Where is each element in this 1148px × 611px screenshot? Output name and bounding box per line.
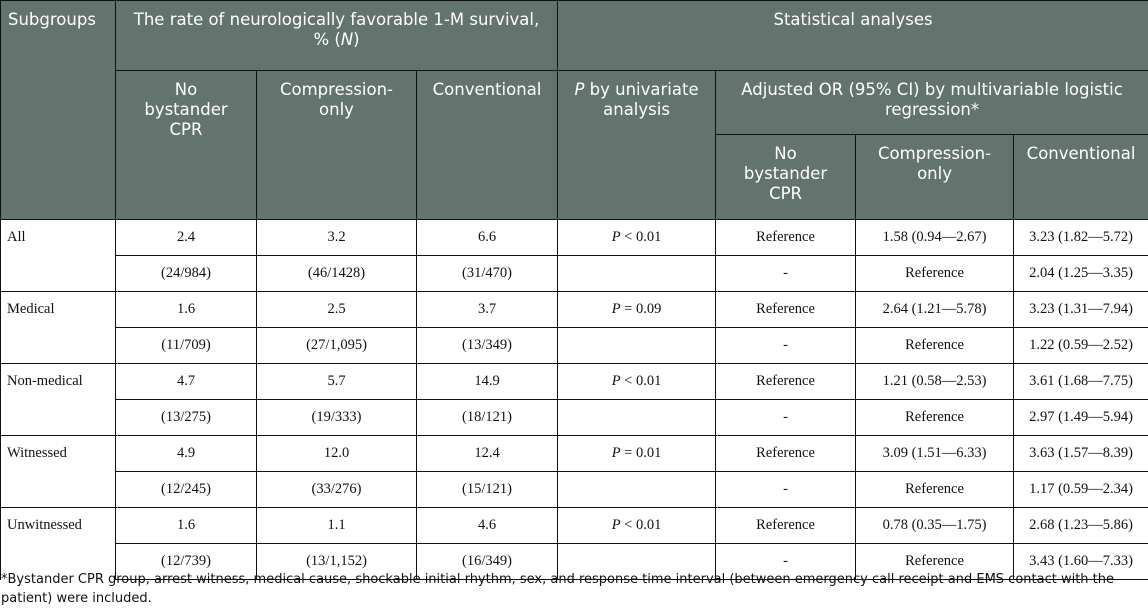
or2-no-bystander: - (716, 328, 856, 364)
or2-conventional: 1.17 (0.59—2.34) (1014, 472, 1148, 508)
or-no-bystander: Reference (716, 292, 856, 328)
p-empty (558, 328, 716, 364)
table-body (1, 220, 1148, 580)
or2-no-bystander: - (716, 472, 856, 508)
n-compression: (46/1428) (257, 256, 417, 292)
rate-no-bystander: 1.6 (116, 292, 257, 328)
rate-conventional: 12.4 (417, 436, 558, 472)
p-rest: = 0.01 (620, 445, 662, 461)
rate-no-bystander: 1.6 (116, 508, 257, 544)
rate-no-bystander: 4.7 (116, 364, 257, 400)
subgroup-label: Non-medical (1, 364, 116, 436)
header-subgroups: Subgroups (1, 1, 116, 220)
n-no-bystander: (12/739) (116, 544, 257, 580)
p-rest: < 0.01 (620, 373, 662, 389)
table-row (1, 436, 1148, 472)
or-compression: 1.58 (0.94—2.67) (856, 220, 1014, 256)
or2-conventional: 2.04 (1.25—3.35) (1014, 256, 1148, 292)
p-italic-label: P (574, 80, 585, 99)
p-rest: < 0.01 (620, 229, 662, 245)
header-compression-only: Compression-only (257, 71, 417, 220)
p-rest-label: by univariate analysis (589, 80, 699, 119)
header-statistical-analyses: Statistical analyses (558, 1, 1148, 71)
or-conventional: 3.61 (1.68—7.75) (1014, 364, 1148, 400)
or2-conventional: 2.97 (1.49—5.94) (1014, 400, 1148, 436)
rate-conventional: 4.6 (417, 508, 558, 544)
p-value (558, 292, 716, 328)
table-row (1, 220, 1148, 256)
n-compression: (19/333) (257, 400, 417, 436)
rate-compression: 5.7 (257, 364, 417, 400)
or-no-bystander: Reference (716, 508, 856, 544)
or-no-bystander: Reference (716, 220, 856, 256)
subgroup-label: Witnessed (1, 436, 116, 508)
p-empty (558, 256, 716, 292)
n-conventional: (18/121) (417, 400, 558, 436)
or-compression: 2.64 (1.21—5.78) (856, 292, 1014, 328)
table-row (1, 508, 1148, 544)
subgroup-label: Unwitnessed (1, 508, 116, 580)
p-value (558, 508, 716, 544)
or2-compression: Reference (856, 544, 1014, 580)
p-rest: < 0.01 (620, 517, 662, 533)
rate-compression: 1.1 (257, 508, 417, 544)
or-compression: 1.21 (0.58—2.53) (856, 364, 1014, 400)
subheader-compression-only: Compression-only (856, 135, 1014, 220)
p-italic: P (611, 445, 621, 461)
p-value (558, 364, 716, 400)
rate-no-bystander: 4.9 (116, 436, 257, 472)
header-rate-title (116, 1, 558, 71)
rate-no-bystander: 2.4 (116, 220, 257, 256)
n-conventional: (13/349) (417, 328, 558, 364)
n-conventional: (31/470) (417, 256, 558, 292)
p-italic: P (611, 301, 621, 317)
rate-title-pct: % ( (313, 30, 341, 49)
table-row (1, 472, 1148, 508)
p-italic: P (611, 373, 621, 389)
n-no-bystander: (24/984) (116, 256, 257, 292)
or2-no-bystander: - (716, 544, 856, 580)
header-p-univariate (558, 71, 716, 220)
or2-conventional: 1.22 (0.59—2.52) (1014, 328, 1148, 364)
n-conventional: (15/121) (417, 472, 558, 508)
header-adjusted-or: Adjusted OR (95% CI) by multivariable logistic regression* (716, 71, 1148, 135)
n-no-bystander: (12/245) (116, 472, 257, 508)
subheader-conventional: Conventional (1014, 135, 1148, 220)
p-empty (558, 400, 716, 436)
p-value (558, 436, 716, 472)
table-row (1, 364, 1148, 400)
or2-no-bystander: - (716, 400, 856, 436)
p-empty (558, 472, 716, 508)
or-compression: 3.09 (1.51—6.33) (856, 436, 1014, 472)
or-no-bystander: Reference (716, 364, 856, 400)
header-no-bystander-cpr: No bystander CPR (116, 71, 257, 220)
table-row (1, 328, 1148, 364)
rate-compression: 12.0 (257, 436, 417, 472)
p-italic: P (611, 517, 621, 533)
or-conventional: 3.23 (1.82—5.72) (1014, 220, 1148, 256)
or2-compression: Reference (856, 256, 1014, 292)
n-conventional: (16/349) (417, 544, 558, 580)
or2-compression: Reference (856, 472, 1014, 508)
n-compression: (13/1,152) (257, 544, 417, 580)
p-rest: = 0.09 (620, 301, 662, 317)
table-row (1, 292, 1148, 328)
rate-conventional: 3.7 (417, 292, 558, 328)
or2-compression: Reference (856, 328, 1014, 364)
rate-compression: 3.2 (257, 220, 417, 256)
p-value (558, 220, 716, 256)
or2-compression: Reference (856, 400, 1014, 436)
rate-conventional: 6.6 (417, 220, 558, 256)
rate-compression: 2.5 (257, 292, 417, 328)
subheader-no-bystander-cpr: No bystander CPR (716, 135, 856, 220)
n-compression: (33/276) (257, 472, 417, 508)
or2-conventional: 3.43 (1.60—7.33) (1014, 544, 1148, 580)
or-conventional: 2.68 (1.23—5.86) (1014, 508, 1148, 544)
or-conventional: 3.63 (1.57—8.39) (1014, 436, 1148, 472)
or-compression: 0.78 (0.35—1.75) (856, 508, 1014, 544)
n-compression: (27/1,095) (257, 328, 417, 364)
rate-title-n: N (340, 30, 354, 49)
table-row (1, 400, 1148, 436)
or-no-bystander: Reference (716, 436, 856, 472)
subgroup-label: All (1, 220, 116, 292)
n-no-bystander: (11/709) (116, 328, 257, 364)
or-conventional: 3.23 (1.31—7.94) (1014, 292, 1148, 328)
rate-conventional: 14.9 (417, 364, 558, 400)
or2-no-bystander: - (716, 256, 856, 292)
rate-title-close: ) (353, 30, 360, 49)
table-header (1, 1, 1148, 220)
table-row (1, 256, 1148, 292)
header-conventional: Conventional (417, 71, 558, 220)
subgroup-label: Medical (1, 292, 116, 364)
n-no-bystander: (13/275) (116, 400, 257, 436)
p-italic: P (611, 229, 621, 245)
rate-title-main: The rate of neurologically favorable 1-M survival, (133, 10, 540, 29)
table-footnote: *Bystander CPR group, arrest witness, medical cause, shockable initial rhythm, sex, and response time interval (between emergency call receipt and EMS contact with the patient) were included. (1, 572, 1115, 606)
